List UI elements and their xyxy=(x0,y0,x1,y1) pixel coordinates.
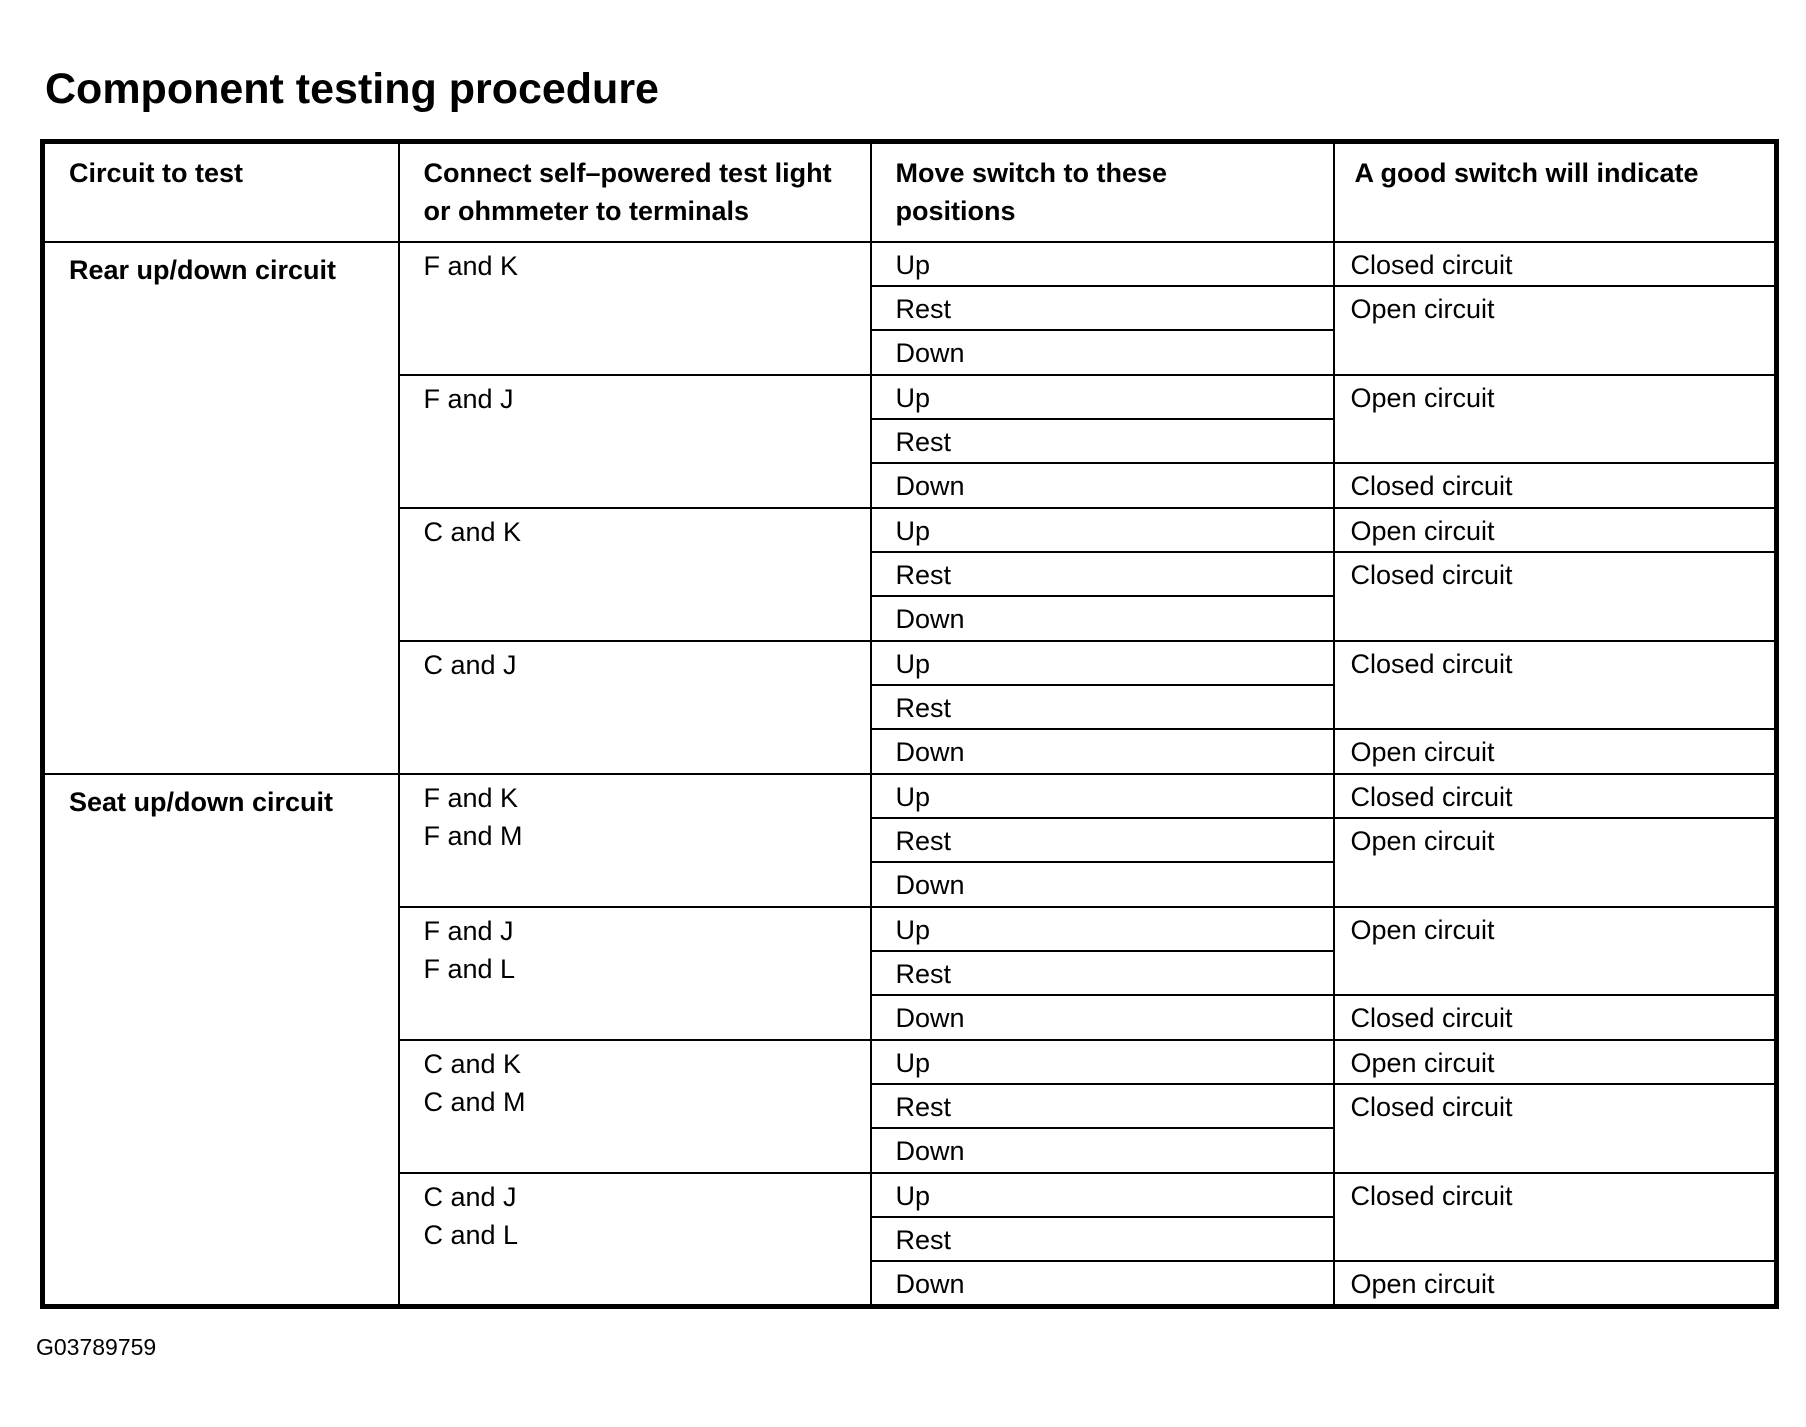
terminal-pair: F and J xyxy=(423,383,514,414)
switch-position-cell: Rest xyxy=(871,286,1334,330)
terminal-pair: F and M xyxy=(423,820,523,851)
switch-position-cell: Up xyxy=(871,1173,1334,1217)
result-cell: Open circuit xyxy=(1334,286,1777,375)
switch-position-cell: Down xyxy=(871,596,1334,640)
terminals-cell xyxy=(399,641,871,774)
terminal-pair: F and L xyxy=(423,953,516,984)
table-body xyxy=(43,242,1777,1307)
result-cell: Open circuit xyxy=(1334,375,1777,464)
terminals-cell xyxy=(399,774,871,907)
switch-position-cell: Down xyxy=(871,1128,1334,1172)
switch-position-cell: Rest xyxy=(871,552,1334,596)
table-row xyxy=(43,242,1777,286)
switch-position-cell: Up xyxy=(871,242,1334,286)
terminals-cell xyxy=(399,375,871,508)
terminal-pair: C and L xyxy=(423,1219,519,1250)
terminal-pair: F and K xyxy=(423,250,519,281)
switch-position-cell: Rest xyxy=(871,951,1334,995)
header-positions xyxy=(871,142,1334,242)
terminal-pair: C and J xyxy=(423,1181,517,1212)
result-cell: Closed circuit xyxy=(1334,552,1777,641)
terminal-pair: C and M xyxy=(423,1086,526,1117)
result-cell: Closed circuit xyxy=(1334,463,1777,507)
terminals-cell xyxy=(399,907,871,1040)
result-cell: Closed circuit xyxy=(1334,242,1777,286)
switch-position-cell: Down xyxy=(871,995,1334,1039)
header-result-label: A good switch will indicate xyxy=(1354,158,1699,188)
circuit-name-cell: Rear up/down circuit xyxy=(43,242,399,774)
result-cell: Closed circuit xyxy=(1334,1084,1777,1173)
terminal-pair: C and K xyxy=(423,1048,522,1079)
terminals-cell xyxy=(399,1173,871,1307)
terminals-cell xyxy=(399,508,871,641)
switch-position-cell: Rest xyxy=(871,1217,1334,1261)
component-testing-table xyxy=(40,139,1779,1309)
header-positions-line2: positions xyxy=(895,196,1016,226)
terminals-cell xyxy=(399,242,871,375)
terminal-pair: F and J xyxy=(423,915,514,946)
switch-position-cell: Rest xyxy=(871,685,1334,729)
header-positions-line1: Move switch to these xyxy=(895,158,1168,188)
result-cell: Closed circuit xyxy=(1334,641,1777,730)
result-cell: Open circuit xyxy=(1334,1261,1777,1306)
circuit-name-cell: Seat up/down circuit xyxy=(43,774,399,1307)
header-circuit xyxy=(43,142,399,242)
header-row xyxy=(43,142,1777,242)
switch-position-cell: Rest xyxy=(871,419,1334,463)
terminals-cell xyxy=(399,1040,871,1173)
header-result xyxy=(1334,142,1777,242)
page-title: Component testing procedure xyxy=(45,65,659,113)
switch-position-cell: Down xyxy=(871,463,1334,507)
switch-position-cell: Down xyxy=(871,729,1334,773)
result-cell: Closed circuit xyxy=(1334,774,1777,818)
terminal-pair: F and K xyxy=(423,782,519,813)
switch-position-cell: Down xyxy=(871,330,1334,374)
switch-position-cell: Up xyxy=(871,375,1334,419)
switch-position-cell: Up xyxy=(871,1040,1334,1084)
result-cell: Open circuit xyxy=(1334,729,1777,773)
header-terminals xyxy=(399,142,871,242)
result-cell: Closed circuit xyxy=(1334,995,1777,1039)
result-cell: Open circuit xyxy=(1334,1040,1777,1084)
terminal-pair: C and K xyxy=(423,516,522,547)
result-cell: Open circuit xyxy=(1334,818,1777,907)
switch-position-cell: Down xyxy=(871,862,1334,906)
switch-position-cell: Down xyxy=(871,1261,1334,1306)
table-row xyxy=(43,774,1777,818)
figure-id: G03789759 xyxy=(36,1334,157,1360)
header-terminals-line2: or ohmmeter to terminals xyxy=(423,196,750,226)
header-terminals-line1: Connect self–powered test light xyxy=(423,158,832,188)
switch-position-cell: Rest xyxy=(871,818,1334,862)
header-circuit-label: Circuit to test xyxy=(69,158,244,188)
switch-position-cell: Up xyxy=(871,508,1334,552)
switch-position-cell: Up xyxy=(871,907,1334,951)
result-cell: Open circuit xyxy=(1334,508,1777,552)
switch-position-cell: Up xyxy=(871,774,1334,818)
terminal-pair: C and J xyxy=(423,649,517,680)
switch-position-cell: Up xyxy=(871,641,1334,685)
result-cell: Closed circuit xyxy=(1334,1173,1777,1262)
switch-position-cell: Rest xyxy=(871,1084,1334,1128)
result-cell: Open circuit xyxy=(1334,907,1777,996)
